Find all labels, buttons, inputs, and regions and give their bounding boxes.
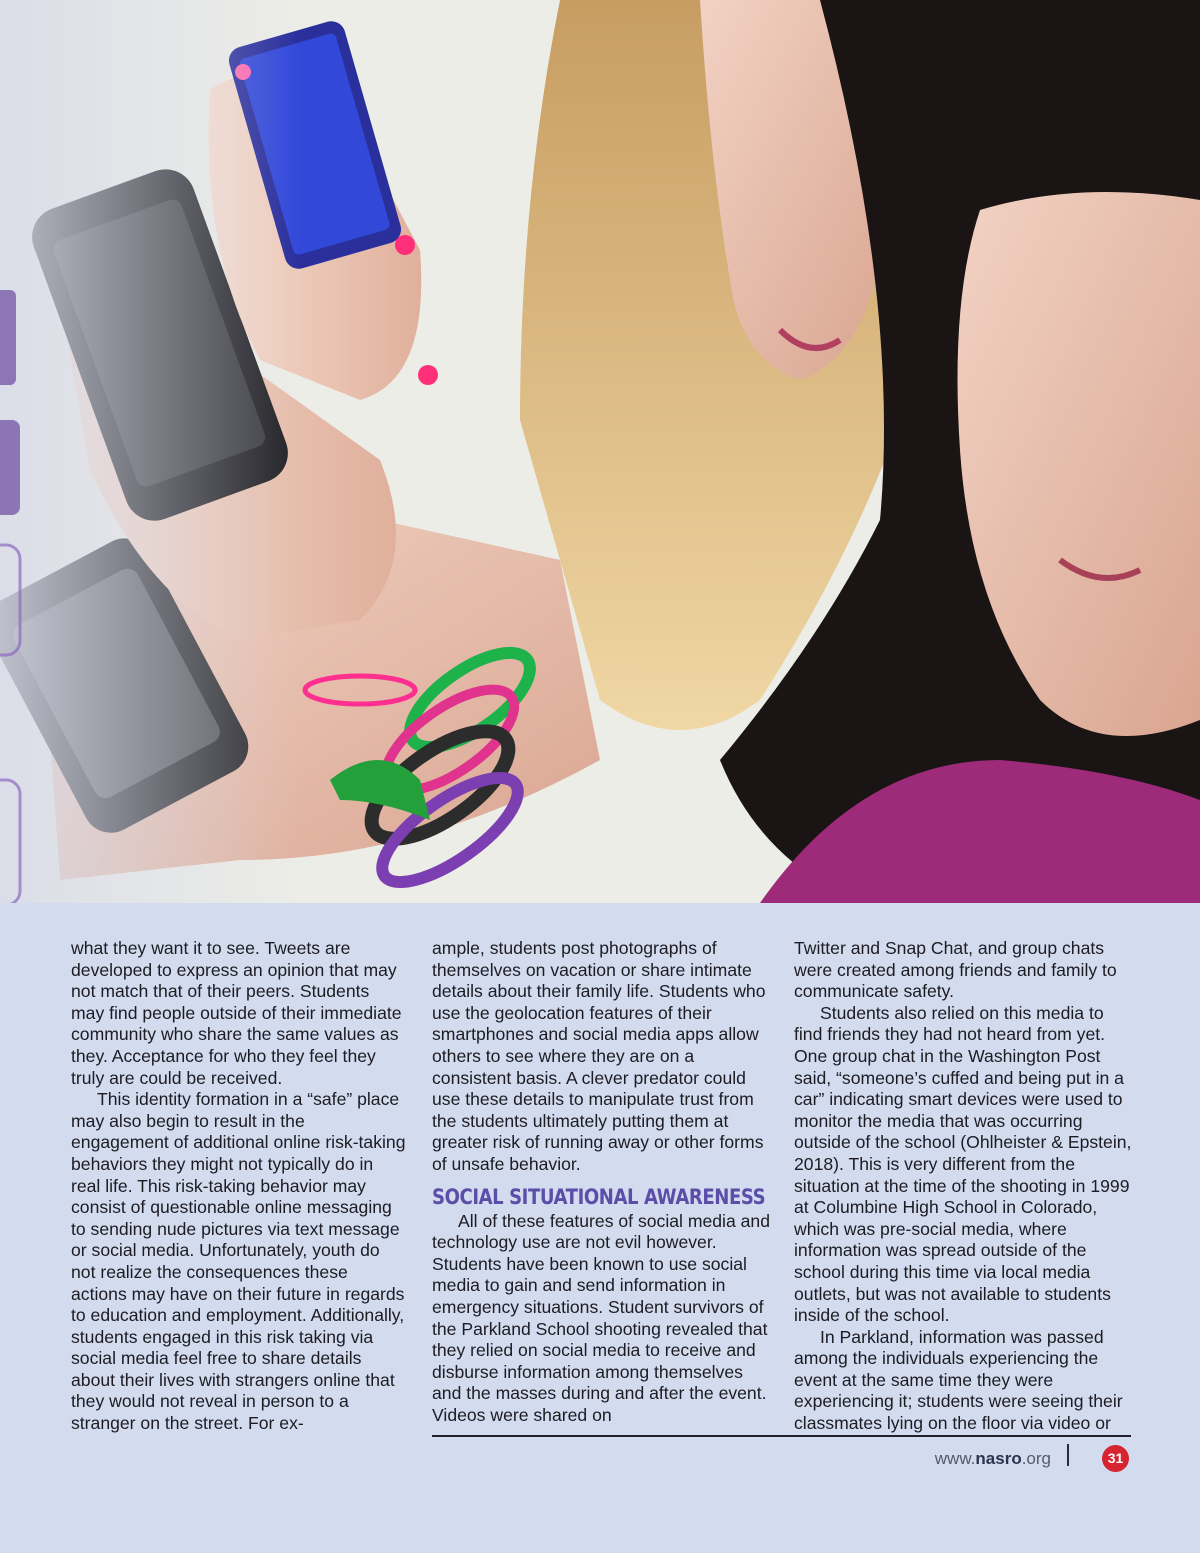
paragraph: Students also relied on this media to find friends they had not heard from yet. One group chat in the Washington Post said, “someone’s cuffed and being put in a car” indicating smart devices were used to monitor the media that was occurring outside of the school (Ohlheister & Epstein, 2018). This is very different from the situation at the time of the shooting in 1999 at Columbine High School in Colorado, which was pre-social media, where information was spread outside of the school during this time via local media outlets, but was not available to students inside of the school. <box>794 1002 1132 1326</box>
paragraph: All of these features of social media and technology use are not evil however. Students have been known to use social media to gain and send information in emergency situations. Student survivors of the Parkland School shooting revealed that they relied on social media to receive and disburse information among themselves and the masses during and after the event. Videos were shared on <box>432 1210 770 1425</box>
paragraph: Twitter and Snap Chat, and group chats were created among friends and family to communicate safety. <box>794 938 1117 1002</box>
paragraph: what they want it to see. Tweets are developed to express an opinion that may not match that of their peers. Students may find people outside of their immediate community who share the same values as they. Acceptance for who they feel they truly are could be received. <box>71 938 402 1088</box>
url-prefix: www. <box>934 1449 976 1468</box>
text-column-1 <box>71 938 406 1435</box>
footer-url[interactable] <box>880 1449 1051 1469</box>
footer-rule <box>432 1435 1131 1437</box>
url-brand: nasro <box>975 1449 1022 1468</box>
url-suffix: .org <box>1021 1449 1051 1468</box>
page-number-badge: 31 <box>1102 1445 1129 1472</box>
paragraph: In Parkland, information was passed among the individuals experiencing the event at the same time they were experiencing it; students were seeing their classmates lying on the floor via video or <box>794 1326 1123 1434</box>
paragraph: ample, students post photographs of themselves on vacation or share intimate details about their family life. Students who use the geolocation features of their smartphones and social media apps allow others to see where they are on a consistent basis. A clever predator could use these details to manipulate trust from the students ultimately putting them at greater risk of running away or other forms of unsafe behavior. <box>432 938 766 1174</box>
paragraph: This identity formation in a “safe” place may also begin to result in the engagement of additional online risk-taking behaviors they might not typically do in real life. This risk-taking behavior may consist of questionable online messaging to sending nude pictures via text message or social media. Unfortunately, youth do not realize the consequences these actions may have on their future in regards to education and employment. Additionally, students engaged in this risk taking via social media feel free to share details about their lives with strangers online that they would not reveal in person to a stranger on the street. For ex- <box>71 1089 406 1434</box>
text-column-3 <box>794 938 1134 1435</box>
footer-separator <box>1067 1444 1069 1466</box>
section-heading: SOCIAL SITUATIONAL AWARENESS <box>432 1184 766 1209</box>
text-column-2 <box>432 938 772 1426</box>
